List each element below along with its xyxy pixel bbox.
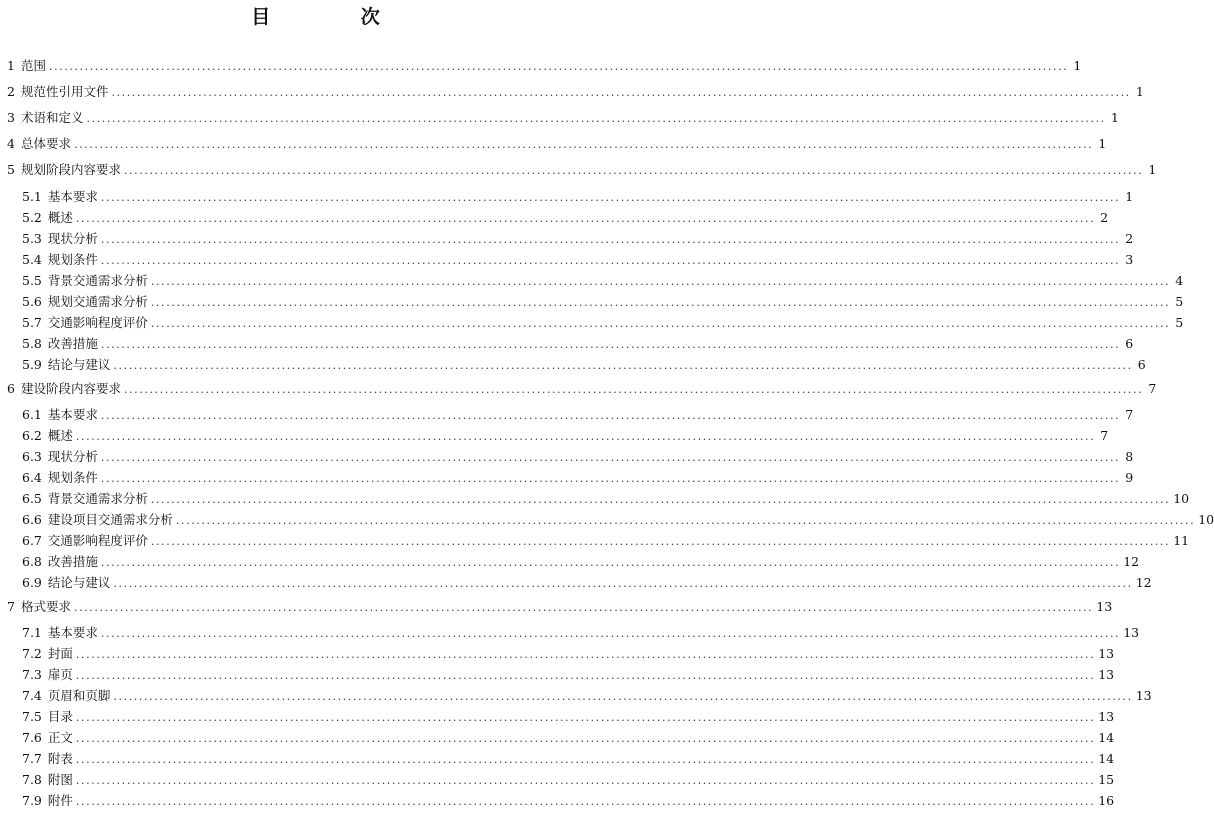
toc-entry-label: 正文 [47,730,73,745]
toc-entry-label: 附图 [47,772,73,787]
toc-entry-number: 5.4 [22,252,42,267]
toc-entry[interactable] [22,470,1134,486]
toc-entry-page: 1 [1135,84,1144,99]
toc-entry-label: 目录 [47,709,73,724]
toc-leader-dots: ........................................................................................................................................................................................................ [75,669,1096,682]
toc-leader-dots: ........................................................................................................................................................................................................ [100,556,1121,569]
toc-entry-page: 13 [1098,646,1115,661]
toc-leader-dots: ........................................................................................................................................................................................................ [150,275,1171,288]
toc-entry-label: 规划阶段内容要求 [20,162,121,177]
toc-entry-page: 14 [1098,751,1115,766]
toc-entry[interactable] [22,231,1134,247]
toc-leader-dots: ........................................................................................................................................................................................................ [75,430,1096,443]
toc-entry-number: 7.2 [22,646,42,661]
toc-entry-label: 规范性引用文件 [20,84,109,99]
toc-entry-page: 10 [1198,512,1214,527]
toc-leader-dots: ........................................................................................................................................................................................................ [100,233,1121,246]
toc-entry-label: 建设项目交通需求分析 [47,512,173,527]
toc-entry-number: 5.3 [22,231,42,246]
toc-entry-label: 交通影响程度评价 [47,315,148,330]
toc-entry-label: 建设阶段内容要求 [20,381,121,396]
toc-entry-number: 5.1 [22,189,42,204]
toc-leader-dots: ........................................................................................................................................................................................................ [100,191,1121,204]
toc-entry[interactable] [22,428,1109,444]
toc-entry-label: 交通影响程度评价 [47,533,148,548]
toc-entry-page: 5 [1175,294,1184,309]
toc-entry[interactable] [7,381,1157,397]
toc-entry-number: 6.6 [22,512,42,527]
toc-leader-dots: ........................................................................................................................................................................................................ [100,409,1121,422]
toc-entry[interactable] [22,336,1134,352]
toc-entry-page: 1 [1073,58,1082,73]
toc-entry-label: 现状分析 [47,231,98,246]
toc-leader-dots: ........................................................................................................................................................................................................ [100,338,1121,351]
toc-entry-page: 6 [1137,357,1146,372]
toc-entry-label: 附件 [47,793,73,808]
toc-entry-page: 1 [1098,136,1107,151]
toc-entry-page: 16 [1098,793,1115,808]
toc-entry-page: 13 [1096,599,1113,614]
toc-entry-number: 5.7 [22,315,42,330]
toc-entry-number: 4 [7,136,15,151]
toc-entry-page: 2 [1125,231,1134,246]
toc-leader-dots: ........................................................................................................................................................................................................ [48,60,1069,73]
toc-leader-dots: ........................................................................................................................................................................................................ [73,138,1094,151]
toc-entry-number: 6.7 [22,533,42,548]
toc-entry-number: 5 [7,162,15,177]
toc-entry[interactable] [7,136,1107,152]
toc-entry-number: 7.3 [22,667,42,682]
toc-leader-dots: ........................................................................................................................................................................................................ [113,577,1133,590]
toc-entry[interactable] [22,252,1134,268]
toc-leader-dots: ........................................................................................................................................................................................................ [100,627,1121,640]
toc-entry-label: 封面 [47,646,73,661]
toc-entry-label: 规划条件 [47,470,98,485]
toc-leader-dots: ........................................................................................................................................................................................................ [86,112,1106,125]
toc-entry[interactable] [22,667,1115,683]
page-title: 目 次 [251,6,422,28]
toc-entry-page: 12 [1123,554,1140,569]
toc-leader-dots: ........................................................................................................................................................................................................ [100,472,1121,485]
toc-leader-dots: ........................................................................................................................................................................................................ [175,514,1196,527]
toc-entry-page: 7 [1125,407,1134,422]
toc-entry[interactable] [22,554,1140,570]
toc-entry-label: 概述 [47,210,73,225]
toc-entry-page: 4 [1175,273,1184,288]
toc-leader-dots: ........................................................................................................................................................................................................ [100,254,1121,267]
toc-entry-number: 6.9 [22,575,42,590]
toc-entry-label: 概述 [47,428,73,443]
toc-entry[interactable] [22,709,1115,725]
toc-entry-label: 基本要求 [47,189,98,204]
toc-entry[interactable] [22,189,1134,205]
toc-leader-dots: ........................................................................................................................................................................................................ [75,732,1096,745]
toc-leader-dots: ........................................................................................................................................................................................................ [123,383,1144,396]
toc-entry[interactable] [7,599,1113,615]
toc-entry[interactable] [22,730,1115,746]
toc-entry-label: 扉页 [47,667,73,682]
toc-entry-number: 3 [7,110,15,125]
toc-entry-number: 6.1 [22,407,42,422]
toc-entry-label: 规划交通需求分析 [47,294,148,309]
toc-entry[interactable] [22,793,1115,809]
toc-leader-dots: ........................................................................................................................................................................................................ [111,86,1131,99]
toc-entry-page: 13 [1123,625,1140,640]
toc-leader-dots: ........................................................................................................................................................................................................ [113,690,1133,703]
toc-entry-label: 改善措施 [47,554,98,569]
toc-entry-number: 7.1 [22,625,42,640]
toc-entry-label: 页眉和页脚 [47,688,111,703]
toc-entry-number: 5.2 [22,210,42,225]
toc-entry-page: 2 [1100,210,1109,225]
toc-entry-page: 13 [1098,667,1115,682]
toc-entry-page: 11 [1173,533,1190,548]
toc-entry[interactable] [22,273,1184,289]
toc-entry-label: 范围 [20,58,46,73]
toc-leader-dots: ........................................................................................................................................................................................................ [75,795,1096,808]
toc-entry[interactable] [22,491,1190,507]
toc-entry-number: 1 [7,58,15,73]
toc-entry[interactable] [7,110,1119,126]
toc-entry[interactable] [22,357,1146,373]
toc-entry-label: 结论与建议 [47,575,111,590]
toc-entry-page: 1 [1125,189,1134,204]
toc-entry-page: 5 [1175,315,1184,330]
toc-leader-dots: ........................................................................................................................................................................................................ [75,648,1096,661]
toc-leader-dots: ........................................................................................................................................................................................................ [150,317,1171,330]
toc-entry-label: 背景交通需求分析 [47,491,148,506]
toc-entry[interactable] [22,210,1109,226]
toc-entry-label: 结论与建议 [47,357,111,372]
toc-entry[interactable] [7,84,1144,100]
toc-entry-number: 7.7 [22,751,42,766]
toc-entry[interactable] [22,751,1115,767]
toc-entry-page: 15 [1098,772,1115,787]
toc-entry-page: 12 [1135,575,1152,590]
toc-entry-page: 6 [1125,336,1134,351]
toc-entry-number: 6 [7,381,15,396]
toc-leader-dots: ........................................................................................................................................................................................................ [150,493,1171,506]
toc-entry-number: 6.5 [22,491,42,506]
toc-entry-number: 2 [7,84,15,99]
toc-entry-number: 6.2 [22,428,42,443]
toc-entry[interactable] [22,315,1184,331]
toc-leader-dots: ........................................................................................................................................................................................................ [150,535,1171,548]
toc-entry[interactable] [7,58,1082,74]
toc-entry-label: 背景交通需求分析 [47,273,148,288]
toc-entry-label: 术语和定义 [20,110,84,125]
toc-entry-page: 13 [1135,688,1152,703]
toc-leader-dots: ........................................................................................................................................................................................................ [75,711,1096,724]
toc-entry-label: 基本要求 [47,407,98,422]
toc-leader-dots: ........................................................................................................................................................................................................ [113,359,1133,372]
toc-entry[interactable] [22,512,1214,528]
toc-leader-dots: ........................................................................................................................................................................................................ [75,753,1096,766]
toc-entry-page: 9 [1125,470,1134,485]
toc-entry-page: 3 [1125,252,1134,267]
toc-entry-label: 规划条件 [47,252,98,267]
toc-entry[interactable] [22,407,1134,423]
toc-entry[interactable] [22,449,1134,465]
toc-entry-page: 13 [1098,709,1115,724]
toc-entry-label: 总体要求 [20,136,71,151]
toc-entry-label: 基本要求 [47,625,98,640]
toc-entry-label: 附表 [47,751,73,766]
toc-leader-dots: ........................................................................................................................................................................................................ [123,164,1144,177]
toc-entry-number: 5.5 [22,273,42,288]
toc-entry[interactable] [22,533,1190,549]
toc-leader-dots: ........................................................................................................................................................................................................ [100,451,1121,464]
toc-entry-number: 7.5 [22,709,42,724]
toc-leader-dots: ........................................................................................................................................................................................................ [75,212,1096,225]
toc-entry-page: 8 [1125,449,1134,464]
toc-entry-number: 7.8 [22,772,42,787]
toc-entry[interactable] [22,575,1152,591]
toc-entry-number: 5.6 [22,294,42,309]
toc-entry[interactable] [22,688,1152,704]
toc-entry-label: 改善措施 [47,336,98,351]
toc-entry-number: 5.8 [22,336,42,351]
toc-entry-page: 7 [1148,381,1157,396]
toc-entry-label: 格式要求 [20,599,71,614]
toc-entry-number: 7 [7,599,15,614]
toc-entry-page: 1 [1148,162,1157,177]
toc-entry-number: 7.9 [22,793,42,808]
toc-entry-page: 1 [1110,110,1119,125]
toc-entry-number: 7.4 [22,688,42,703]
toc-entry-number: 6.8 [22,554,42,569]
toc-entry[interactable] [22,772,1115,788]
toc-entry[interactable] [22,294,1184,310]
toc-entry[interactable] [22,646,1115,662]
toc-leader-dots: ........................................................................................................................................................................................................ [150,296,1171,309]
toc-entry-number: 6.4 [22,470,42,485]
toc-leader-dots: ........................................................................................................................................................................................................ [75,774,1096,787]
toc-entry-number: 7.6 [22,730,42,745]
toc-entry-page: 10 [1173,491,1190,506]
toc-entry-page: 7 [1100,428,1109,443]
toc-entry-number: 5.9 [22,357,42,372]
toc-leader-dots: ........................................................................................................................................................................................................ [73,601,1094,614]
toc-entry[interactable] [7,162,1157,178]
toc-entry-number: 6.3 [22,449,42,464]
toc-entry[interactable] [22,625,1140,641]
toc-entry-page: 14 [1098,730,1115,745]
toc-entry-label: 现状分析 [47,449,98,464]
